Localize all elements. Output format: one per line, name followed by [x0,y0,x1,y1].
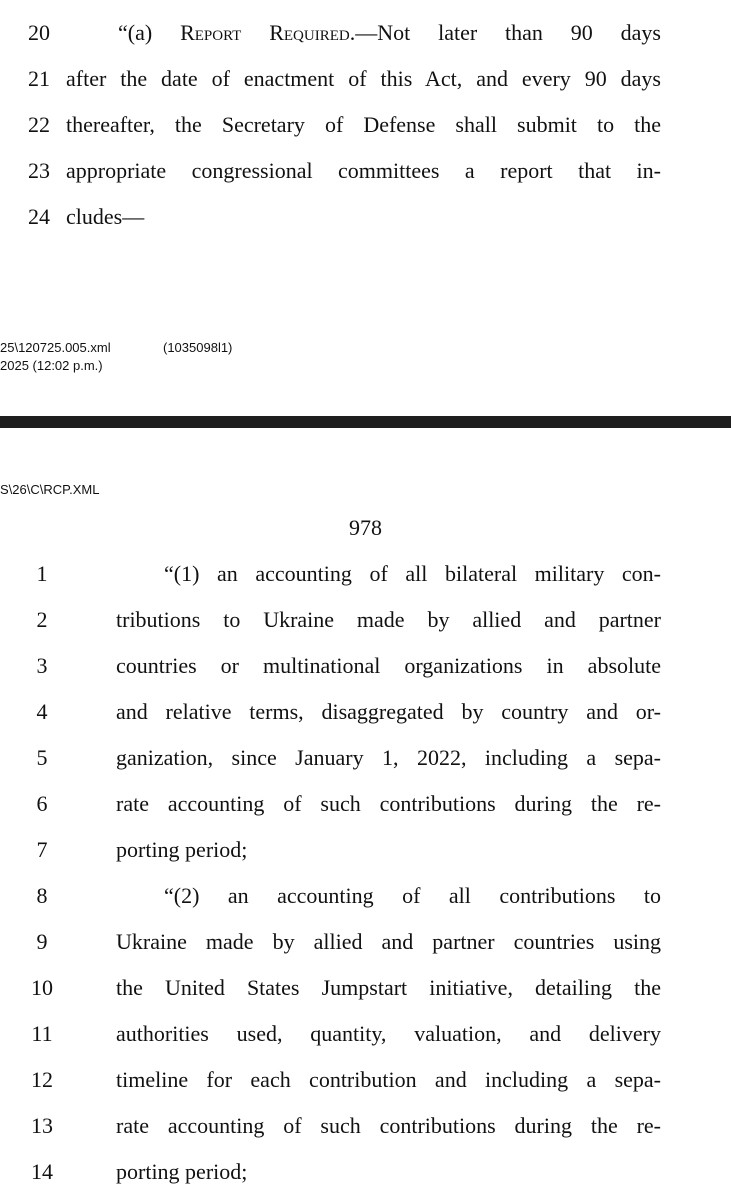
line-number: 23 [28,158,50,183]
bill-text-line: cludes— [66,204,145,229]
footer-timestamp: 2025 (12:02 p.m.) [0,358,103,373]
bill-text-line: “(2) an accounting of all contributions to [164,883,661,908]
line-number: 9 [36,929,48,954]
line-number: 8 [36,883,48,908]
bill-text-line: the United States Jumpstart initiative, detailing the [116,975,661,1000]
bill-text-line: ganization, since January 1, 2022, including a sepa- [116,745,661,770]
bill-text-line: rate accounting of such contributions during the re- [116,1113,661,1138]
line-number: 3 [36,653,48,678]
header-path: S\26\C\RCP.XML [0,482,100,497]
line-number: 24 [28,204,50,229]
line-number: 7 [36,837,48,862]
bill-text-line: “(1) an accounting of all bilateral military con- [164,561,661,586]
heading-continuation: .—Not later than 90 days [349,20,661,45]
bill-text-line: porting period; [116,837,248,862]
bill-text-line: and relative terms, disaggregated by country and or- [116,699,661,724]
section-heading: Report Required [180,20,350,45]
line-number: 2 [36,607,48,632]
bill-text-line [118,20,661,46]
page-number: 978 [349,515,382,540]
line-number: 12 [31,1067,53,1092]
line-number: 20 [28,20,50,45]
line-number: 1 [36,561,48,586]
upper-page [0,0,731,416]
line-number: 14 [31,1159,53,1184]
line-number: 6 [36,791,48,816]
line-number: 10 [31,975,53,1000]
bill-text-line: after the date of enactment of this Act, and every 90 days [66,66,661,91]
bill-text-line: tributions to Ukraine made by allied and partner [116,607,661,632]
footer-file-path: 25\120725.005.xml [0,340,111,355]
bill-text-line: appropriate congressional committees a report that in- [66,158,661,183]
line-number: 21 [28,66,50,91]
bill-text-line: timeline for each contribution and including a sepa- [116,1067,661,1092]
bill-text-line: authorities used, quantity, valuation, and delivery [116,1021,661,1046]
line-number: 5 [36,745,48,770]
bill-text-line: Ukraine made by allied and partner countries using [116,929,661,954]
bill-text-line: porting period; [116,1159,248,1184]
line-number: 4 [36,699,48,724]
line-number: 13 [31,1113,53,1138]
footer-doc-id: (1035098l1) [163,340,233,355]
bill-text-line: rate accounting of such contributions during the re- [116,791,661,816]
line-number: 11 [31,1021,53,1046]
line-number: 22 [28,112,50,137]
bill-text-line: thereafter, the Secretary of Defense shall submit to the [66,112,661,137]
quote-prefix: “(a) [118,20,181,45]
page-break-divider [0,416,731,428]
bill-text-line: countries or multinational organizations in absolute [116,653,661,678]
